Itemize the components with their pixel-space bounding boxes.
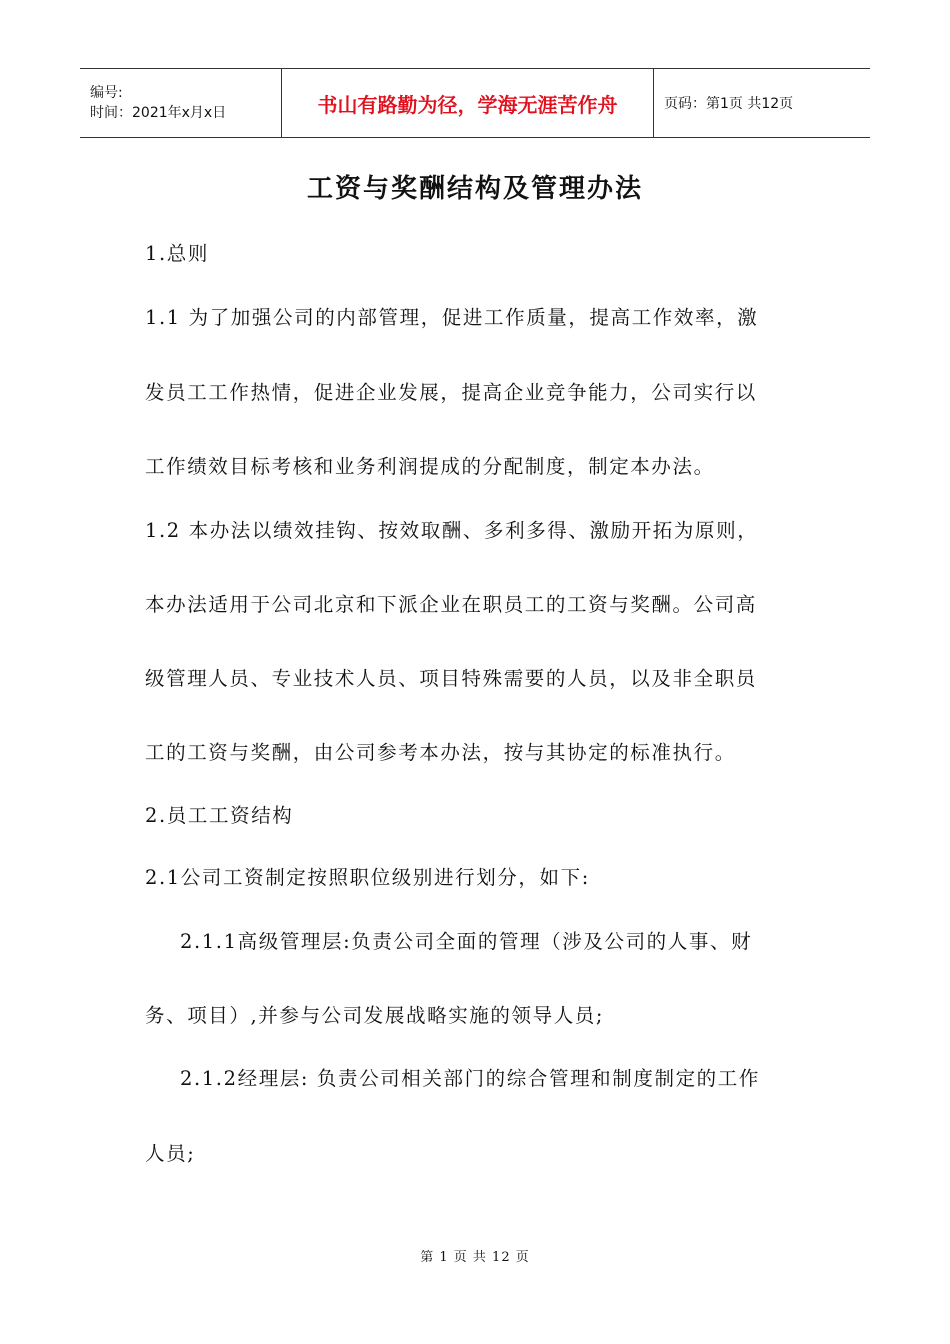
body-line: 2.1.1高级管理层:负责公司全面的管理（涉及公司的人事、财 bbox=[180, 930, 753, 953]
body-line: 发员工工作热情，促进企业发展，提高企业竞争能力，公司实行以 bbox=[145, 381, 757, 404]
page-info-text: 页码：第1页 共12页 bbox=[664, 96, 794, 112]
header-meta bbox=[80, 69, 282, 137]
body-line: 1.2 本办法以绩效挂钩、按效取酬、多利多得、激励开拓为原则， bbox=[145, 519, 759, 542]
document-title: 工资与奖酬结构及管理办法 bbox=[306, 174, 643, 204]
time-label: 时间：2021年x月x日 bbox=[90, 105, 227, 121]
section-heading: 1.总则 bbox=[145, 242, 210, 265]
number-label: 编号: bbox=[90, 85, 123, 101]
motto-text: 书山有路勤为径，学海无涯苦作舟 bbox=[317, 92, 618, 117]
header-table bbox=[80, 68, 870, 138]
body-line: 1.1 为了加强公司的内部管理，促进工作质量，提高工作效率，激 bbox=[145, 306, 759, 329]
body-line: 本办法适用于公司北京和下派企业在职员工的工资与奖酬。公司高 bbox=[145, 593, 757, 616]
header-page-info bbox=[654, 69, 870, 137]
section-heading: 2.员工工资结构 bbox=[145, 804, 294, 827]
body-line: 2.1公司工资制定按照职位级别进行划分，如下: bbox=[145, 866, 590, 889]
header-motto bbox=[282, 69, 654, 137]
body-line: 务、项目）,并参与公司发展战略实施的领导人员; bbox=[145, 1004, 605, 1027]
body-line: 工作绩效目标考核和业务利润提成的分配制度，制定本办法。 bbox=[145, 455, 715, 478]
body-line: 级管理人员、专业技术人员、项目特殊需要的人员，以及非全职员 bbox=[145, 667, 757, 690]
body-line: 工的工资与奖酬，由公司参考本办法，按与其协定的标准执行。 bbox=[145, 741, 736, 764]
body-line: 2.1.2经理层: 负责公司相关部门的综合管理和制度制定的工作 bbox=[180, 1067, 760, 1090]
body-line: 人员; bbox=[145, 1142, 196, 1165]
page-footer: 第 1 页 共 12 页 bbox=[420, 1250, 530, 1265]
